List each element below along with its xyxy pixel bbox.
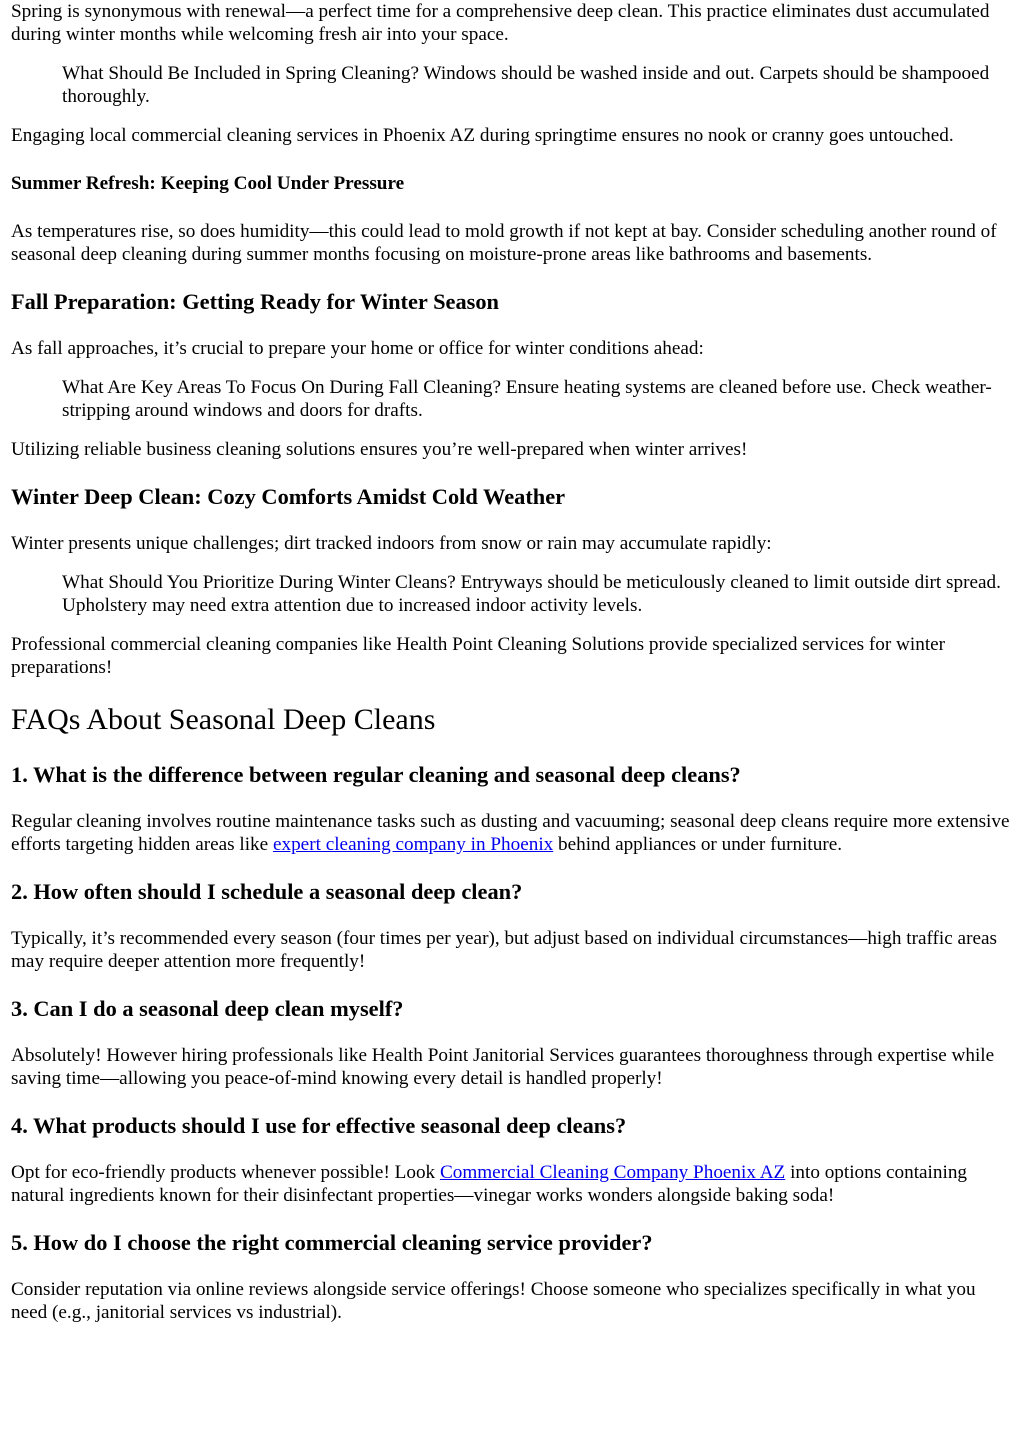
faq-answer-1-pre: Regular cleaning involves routine maintenance tasks such as dusting and vacuuming; seasonal deep cleans require more extensive efforts targeting hidden areas like (11, 811, 1010, 855)
expert-cleaning-company-link[interactable]: expert cleaning company in Phoenix (272, 834, 554, 855)
faq-answer-5: Consider reputation via online reviews alongside service offerings! Choose someone who specializes specifically in what you need (e.g., janitorial services vs industrial). (11, 1279, 976, 1323)
fall-checklist-text: What Are Key Areas To Focus On During Fall Cleaning? Ensure heating systems are cleaned before use. Check weather-stripping around windows and doors for drafts. (62, 377, 992, 421)
faq-answer-2: Typically, it’s recommended every season (four times per year), but adjust based on individual circumstances—high traffic areas may require deeper attention more frequently! (11, 928, 997, 972)
faq-question-3: 3. Can I do a seasonal deep clean myself? (11, 996, 404, 1021)
faq-answer-4-post: into options containing natural ingredients known for their disinfectant properties—vinegar works wonders alongside baking soda! (11, 1162, 968, 1206)
winter-services-paragraph: Professional commercial cleaning companies like Health Point Cleaning Solutions provide specialized services for winter preparations! (11, 634, 946, 678)
winter-checklist-text: What Should You Prioritize During Winter Cleans? Entryways should be meticulously cleaned to limit outside dirt spread. Upholstery may need extra attention due to increased indoor activity levels. (62, 572, 1001, 616)
spring-checklist-quote (62, 62, 1014, 108)
faq-question-2: 2. How often should I schedule a seasonal deep clean? (11, 879, 523, 904)
fall-checklist-quote (62, 376, 1014, 422)
fall-intro-paragraph: As fall approaches, it’s crucial to prepare your home or office for winter conditions ahead: (11, 338, 704, 359)
commercial-cleaning-company-link[interactable]: Commercial Cleaning Company Phoenix AZ (439, 1162, 786, 1183)
fall-heading: Fall Preparation: Getting Ready for Winter Season (11, 289, 500, 314)
faq-answer-4 (11, 1161, 1014, 1207)
faq-answer-4-pre: Opt for eco-friendly products whenever possible! Look (11, 1162, 440, 1183)
summer-paragraph: As temperatures rise, so does humidity—this could lead to mold growth if not kept at bay. Consider scheduling another round of seasonal deep cleaning during summer months focusing on moisture-prone areas like bathrooms and basements. (11, 221, 997, 265)
winter-heading: Winter Deep Clean: Cozy Comforts Amidst Cold Weather (11, 484, 566, 509)
winter-checklist-quote (62, 571, 1014, 617)
summer-heading: Summer Refresh: Keeping Cool Under Pressure (11, 173, 405, 194)
spring-intro-paragraph: Spring is synonymous with renewal—a perfect time for a comprehensive deep clean. This practice eliminates dust accumulated during winter months while welcoming fresh air into your space. (11, 1, 990, 45)
faq-question-4: 4. What products should I use for effective seasonal deep cleans? (11, 1113, 627, 1138)
faq-answer-1-post: behind appliances or under furniture. (553, 834, 843, 855)
faq-question-1: 1. What is the difference between regular cleaning and seasonal deep cleans? (11, 762, 741, 787)
faq-question-5: 5. How do I choose the right commercial cleaning service provider? (11, 1230, 653, 1255)
fall-solutions-paragraph: Utilizing reliable business cleaning solutions ensures you’re well-prepared when winter arrives! (11, 439, 748, 460)
faq-answer-1 (11, 810, 1014, 856)
spring-services-paragraph: Engaging local commercial cleaning services in Phoenix AZ during springtime ensures no nook or cranny goes untouched. (11, 125, 954, 146)
winter-intro-paragraph: Winter presents unique challenges; dirt tracked indoors from snow or rain may accumulate rapidly: (11, 533, 772, 554)
spring-checklist-text: What Should Be Included in Spring Cleaning? Windows should be washed inside and out. Carpets should be shampooed thoroughly. (62, 63, 990, 107)
faq-answer-3: Absolutely! However hiring professionals like Health Point Janitorial Services guarantees thoroughness through expertise while saving time—allowing you peace-of-mind knowing every detail is handled properly! (11, 1045, 995, 1089)
faqs-heading: FAQs About Seasonal Deep Cleans (11, 703, 436, 736)
